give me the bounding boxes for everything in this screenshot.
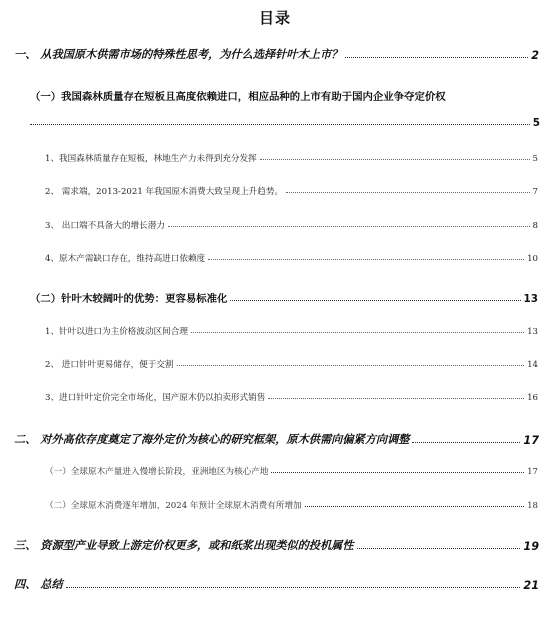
toc-entry-page: 21: [523, 579, 539, 592]
leader-dots: [191, 332, 524, 333]
toc-entry-1[interactable]: [14, 46, 539, 62]
toc-entry-1-2-2[interactable]: [45, 358, 538, 370]
toc-entry-text: （二）全球原木消费逐年增加，2024 年预计全球原木消费有所增加: [45, 501, 302, 511]
toc-entry-1-1-2[interactable]: [45, 185, 538, 197]
toc-entry-text: 4、原木产需缺口存在，维持高进口依赖度: [45, 254, 206, 264]
leader-dots: [168, 226, 530, 227]
leader-dots: [208, 259, 524, 260]
toc-entry-text: （一）全球原木产量进入慢增长阶段，亚洲地区为核心产地: [45, 467, 269, 477]
toc-entry-4[interactable]: [14, 576, 539, 592]
toc-entry-text: 1、针叶以进口为主价格波动区间合理: [45, 327, 188, 337]
toc-entry-text: 1、我国森林质量存在短板，林地生产力未得到充分发挥: [45, 154, 257, 164]
toc-entry-text: 3、进口针叶定价完全市场化，国产原木仍以拍卖形式销售: [45, 393, 266, 403]
toc-entry-1-2-3[interactable]: [45, 391, 538, 403]
toc-entry-2-1[interactable]: [45, 465, 538, 477]
leader-dots: [177, 365, 525, 366]
toc-entry-page: 18: [527, 501, 538, 511]
leader-dots: [271, 472, 524, 473]
toc-entry-1-2[interactable]: [30, 290, 538, 305]
toc-entry-text: 一、 从我国原木供需市场的特殊性思考，为什么选择针叶木上市？: [14, 48, 343, 61]
leader-dots: [230, 300, 520, 301]
toc-entry-page: 17: [523, 434, 539, 447]
toc-entry-1-1-leader[interactable]: [30, 117, 540, 129]
toc-title: 目录: [258, 9, 291, 27]
toc-entry-2-2[interactable]: [45, 499, 538, 511]
toc-entry-page: 13: [527, 327, 538, 337]
leader-dots: [260, 159, 530, 160]
toc-entry-text: 3、 出口端不具备大的增长潜力: [45, 221, 165, 231]
leader-dots: [286, 192, 529, 193]
toc-entry-3[interactable]: [14, 537, 539, 553]
toc-entry-1-1-3[interactable]: [45, 219, 538, 231]
toc-entry-1-1-4[interactable]: [45, 252, 538, 264]
toc-entry-text: （一）我国森林质量存在短板且高度依赖进口，相应品种的上市有助于国内企业争夺定价权: [30, 91, 446, 103]
leader-dots: [66, 587, 521, 588]
toc-entry-text: 二、 对外高依存度奠定了海外定价为核心的研究框架，原木供需向偏紧方向调整: [14, 433, 410, 446]
toc-entry-text: 三、 资源型产业导致上游定价权更多，或和纸浆出现类似的投机属性: [14, 539, 354, 552]
toc-entry-page: 7: [532, 187, 538, 197]
toc-entry-page: 13: [523, 293, 538, 305]
leader-dots: [345, 57, 528, 58]
toc-entry-text: （二）针叶木较阔叶的优势：更容易标准化: [30, 293, 228, 305]
toc-entry-text: 2、 需求端，2013-2021 年我国原木消费大致呈现上升趋势。: [45, 187, 284, 197]
toc-entry-page: 10: [527, 254, 538, 264]
toc-entry-page: 19: [523, 540, 539, 553]
toc-entry-text: 四、 总结: [14, 578, 63, 591]
toc-entry-1-1-1[interactable]: [45, 152, 538, 164]
toc-entry-page: 14: [527, 360, 538, 370]
toc-entry-1-1[interactable]: [30, 88, 540, 103]
toc-entry-page: 2: [531, 49, 539, 62]
toc-entry-2[interactable]: [14, 431, 539, 447]
toc-entry-page: 5: [532, 117, 540, 129]
leader-dots: [412, 442, 520, 443]
leader-dots: [305, 506, 524, 507]
toc-entry-page: 16: [527, 393, 538, 403]
leader-dots: [30, 124, 530, 125]
toc-entry-page: 17: [527, 467, 538, 477]
toc-entry-text: 2、 进口针叶更易储存，便于交割: [45, 360, 174, 370]
leader-dots: [268, 398, 524, 399]
leader-dots: [357, 548, 521, 549]
toc-entry-page: 8: [532, 221, 538, 231]
toc-entry-1-2-1[interactable]: [45, 325, 538, 337]
toc-entry-page: 5: [532, 154, 538, 164]
